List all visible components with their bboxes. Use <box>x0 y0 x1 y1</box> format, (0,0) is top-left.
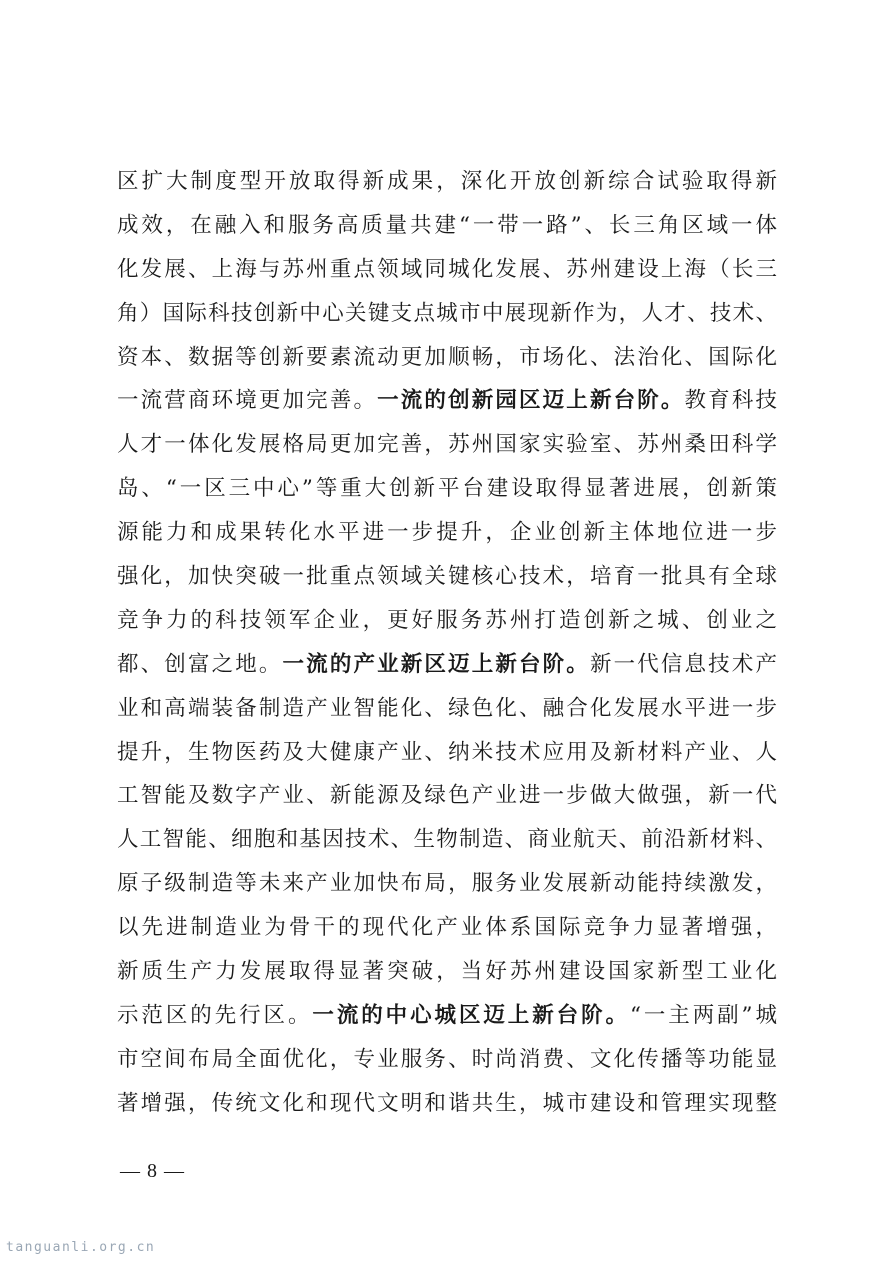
text-line <box>117 994 777 1038</box>
text-line <box>117 160 777 204</box>
text-segment: 成效，在融入和服务高质量共建“一带一路”、长三角区域一体 <box>117 212 777 238</box>
text-segment: 提升，生物医药及大健康产业、纳米技术应用及新材料产业、人 <box>117 739 777 765</box>
text-segment: 源能力和成果转化水平进一步提升，企业创新主体地位进一步 <box>117 520 777 546</box>
text-line <box>117 1082 777 1126</box>
text-segment: 工智能及数字产业、新能源及绿色产业进一步做大做强，新一代 <box>117 783 777 809</box>
text-segment: 化发展、上海与苏州重点领域同城化发展、苏州建设上海（长三 <box>117 256 777 282</box>
text-segment: 以先进制造业为骨干的现代化产业体系国际竞争力显著增强， <box>117 915 777 941</box>
text-line <box>117 906 777 950</box>
page-number: — 8 — <box>120 1160 185 1182</box>
text-line <box>117 687 777 731</box>
body-text <box>117 160 777 1126</box>
text-segment: 人才一体化发展格局更加完善，苏州国家实验室、苏州桑田科学 <box>117 432 777 458</box>
text-line <box>117 731 777 775</box>
text-segment: 市空间布局全面优化，专业服务、时尚消费、文化传播等功能显 <box>117 1046 777 1072</box>
text-segment: 新一代信息技术产 <box>589 651 777 677</box>
text-line <box>117 423 777 467</box>
text-line <box>117 950 777 994</box>
bold-heading-segment: 一流的产业新区迈上新台阶。 <box>282 651 590 677</box>
text-line <box>117 511 777 555</box>
text-segment: 人工智能、细胞和基因技术、生物制造、商业航天、前沿新材料、 <box>117 827 777 853</box>
text-segment: 教育科技 <box>684 388 777 414</box>
text-line <box>117 467 777 511</box>
text-line <box>117 599 777 643</box>
bold-heading-segment: 一流的创新园区迈上新台阶。 <box>377 388 685 414</box>
text-segment: 竞争力的科技领军企业，更好服务苏州打造创新之城、创业之 <box>117 607 777 633</box>
text-segment: 一流营商环境更加完善。 <box>117 388 378 414</box>
text-line <box>117 862 777 906</box>
text-segment: 岛、“一区三中心”等重大创新平台建设取得显著进展，创新策 <box>117 476 777 502</box>
text-line <box>117 555 777 599</box>
text-segment: 区扩大制度型开放取得新成果，深化开放创新综合试验取得新 <box>117 169 777 194</box>
text-segment: 业和高端装备制造产业智能化、绿色化、融合化发展水平进一步 <box>117 695 777 721</box>
text-line <box>117 204 777 248</box>
text-segment: 著增强，传统文化和现代文明和谐共生，城市建设和管理实现整 <box>117 1090 777 1116</box>
text-segment: 新质生产力发展取得显著突破，当好苏州建设国家新型工业化 <box>117 959 777 985</box>
text-segment: “一主两副”城 <box>629 1002 777 1028</box>
text-line <box>117 774 777 818</box>
text-line <box>117 379 777 423</box>
text-segment: 都、创富之地。 <box>117 651 283 677</box>
text-line <box>117 818 777 862</box>
text-line <box>117 248 777 292</box>
text-line <box>117 292 777 336</box>
text-line <box>117 336 777 380</box>
text-line <box>117 643 777 687</box>
text-segment: 强化，加快突破一批重点领域关键核心技术，培育一批具有全球 <box>117 564 777 590</box>
bold-heading-segment: 一流的中心城区迈上新台阶。 <box>312 1002 630 1028</box>
text-segment: 资本、数据等创新要素流动更加顺畅，市场化、法治化、国际化 <box>117 344 777 370</box>
text-segment: 角）国际科技创新中心关键支点城市中展现新作为，人才、技术、 <box>117 300 777 326</box>
text-segment: 示范区的先行区。 <box>117 1002 313 1028</box>
watermark: tanguanli.org.cn <box>6 1240 156 1255</box>
text-line <box>117 1038 777 1082</box>
text-segment: 原子级制造等未来产业加快布局，服务业发展新动能持续激发， <box>117 871 777 897</box>
